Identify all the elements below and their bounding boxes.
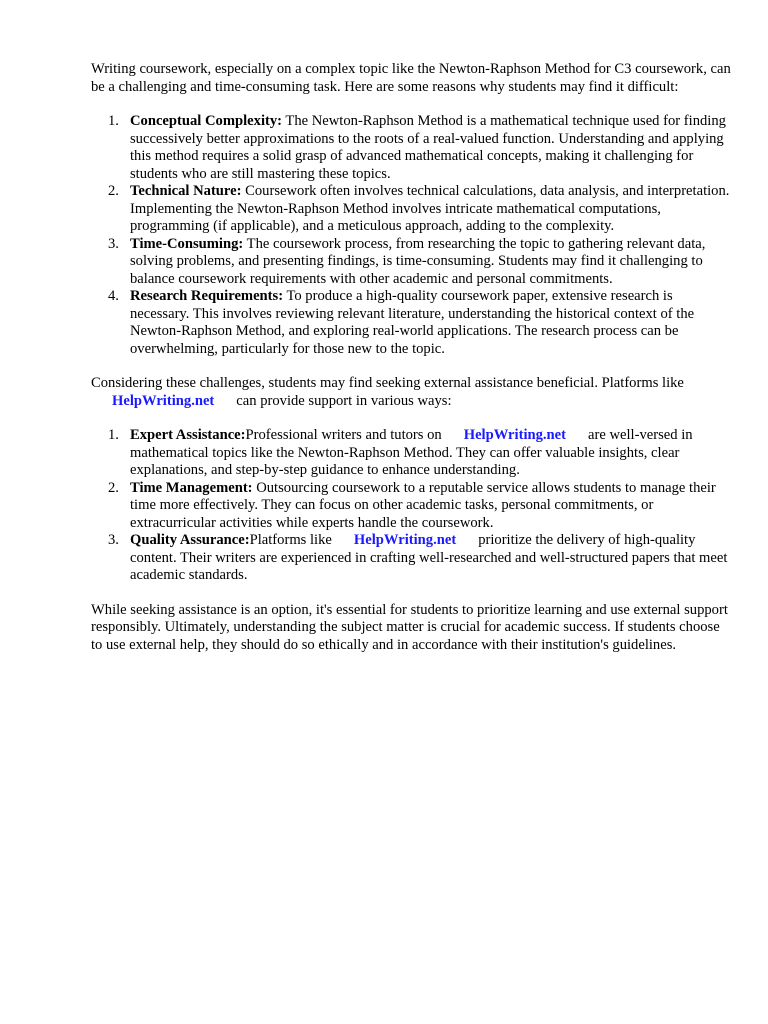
list-number: 3. xyxy=(108,235,119,252)
list-item-benefit xyxy=(91,532,731,585)
reason-term: Time-Consuming: xyxy=(130,235,244,252)
list-number: 3. xyxy=(108,532,119,548)
reason-term: Conceptual Complexity: xyxy=(130,113,283,129)
reasons-list xyxy=(91,113,731,358)
benefit-term: Time Management: xyxy=(130,479,253,496)
list-number: 2. xyxy=(108,183,119,199)
list-item-reason xyxy=(91,183,731,236)
benefit-text-after: prioritize the delivery of high-quality content. Their writers are experienced in crafting well-researched and well-structured papers that meet academic standards. xyxy=(130,532,728,583)
list-number: 2. xyxy=(108,479,119,496)
transition-text-before: Considering these challenges, students may find seeking external assistance beneficial. Platforms like xyxy=(91,375,684,391)
reason-text: The coursework process, from researching the topic to gathering relevant data, solving problems, and presenting findings, is time-consuming. Students may find it challenging to balance coursework requirements with other academic and personal commitments. xyxy=(130,235,706,287)
helpwriting-link[interactable]: HelpWriting.net xyxy=(353,532,457,548)
spacer xyxy=(91,585,731,602)
intro-paragraph: Writing coursework, especially on a complex topic like the Newton-Raphson Method for C3 coursework, can be a challenging and time-consuming task. Here are some reasons why students may find it difficult: xyxy=(91,61,731,95)
reason-text: To produce a high-quality coursework paper, extensive research is necessary. This involves reviewing relevant literature, understanding the historical context of the Newton-Raphson Method, and exploring real-world applications. The research process can be overwhelming, particularly for those new to the topic. xyxy=(130,288,695,357)
benefit-text-before: Professional writers and tutors on xyxy=(245,427,442,443)
reason-text: Coursework often involves technical calculations, data analysis, and interpretation. Implementing the Newton-Raphson Method involves intricate mathematical computations, programming (if applicable), and a meticulous approach, adding to the complexity. xyxy=(130,183,730,234)
benefit-term: Quality Assurance: xyxy=(130,532,250,548)
helpwriting-link[interactable]: HelpWriting.net xyxy=(463,427,567,443)
benefit-term: Expert Assistance: xyxy=(130,427,246,443)
benefit-text-before: Outsourcing coursework to a reputable service allows students to manage their time more effectively. They can focus on other academic tasks, personal commitments, or extracurricular activities while experts handle the coursework. xyxy=(130,479,716,531)
reason-term: Research Requirements: xyxy=(130,288,284,304)
transition-paragraph xyxy=(91,375,731,410)
list-item-reason xyxy=(91,113,731,183)
reason-term: Technical Nature: xyxy=(130,183,242,199)
list-number: 4. xyxy=(108,288,119,304)
transition-text-after: can provide support in various ways: xyxy=(236,392,452,409)
benefits-list xyxy=(91,427,731,585)
conclusion-paragraph: While seeking assistance is an option, it's essential for students to prioritize learning and use external support responsibly. Ultimately, understanding the subject matter is crucial for academic success. If students choose to use external help, they should do so ethically and in accordance with their institution's guidelines. xyxy=(91,601,728,653)
spacer xyxy=(91,410,731,427)
benefit-text-after: are well-versed in mathematical topics like the Newton-Raphson Method. They can offer valuable insights, clear explanations, and step-by-step guidance to enhance understanding. xyxy=(130,427,693,478)
list-number: 1. xyxy=(108,427,119,443)
list-item-reason xyxy=(91,236,731,289)
document-page xyxy=(91,61,731,654)
list-item-benefit xyxy=(91,427,731,480)
spacer xyxy=(91,358,731,375)
list-item-benefit xyxy=(91,480,731,533)
reason-text: The Newton-Raphson Method is a mathematical technique used for finding successively better approximations to the roots of a real-valued function. Understanding and applying this method requires a solid grasp of advanced mathematical concepts, making it challenging for students who are still mastering these topics. xyxy=(130,113,726,182)
helpwriting-link[interactable]: HelpWriting.net xyxy=(112,392,215,409)
benefit-text-before: Platforms like xyxy=(249,532,332,548)
list-item-reason xyxy=(91,288,731,358)
list-number: 1. xyxy=(108,113,119,129)
spacer xyxy=(91,96,731,113)
